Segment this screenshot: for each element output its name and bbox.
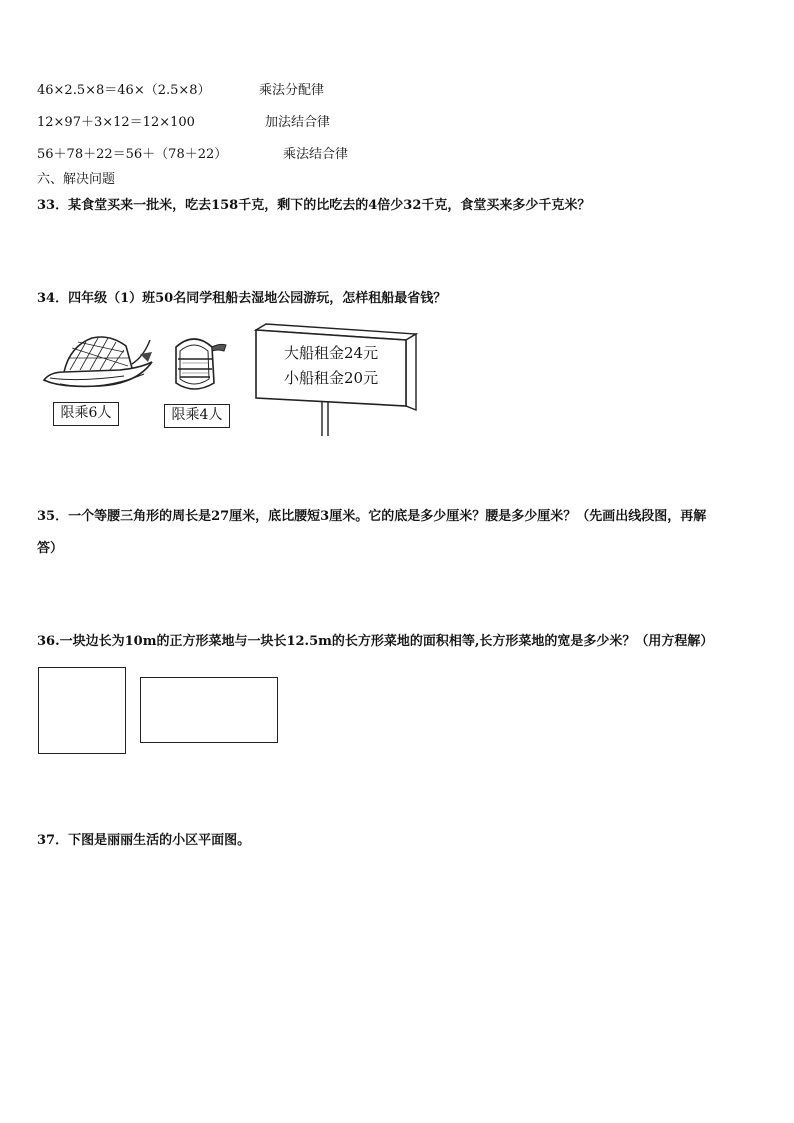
rectangle-plot-diagram [140, 677, 278, 743]
question-35-line-1: 35．一个等腰三角形的周长是27厘米，底比腰短3厘米。它的底是多少厘米？腰是多少厘米？（先画出线段图，再解 [37, 509, 707, 524]
law-expression-2: 12×97＋3×12＝12×100 [37, 115, 195, 130]
question-34: 34．四年级（1）班50名同学租船去湿地公园游玩，怎样租船最省钱？ [37, 291, 447, 306]
law-name-2: 加法结合律 [265, 115, 331, 130]
law-expression-1: 46×2.5×8＝46×（2.5×8） [37, 83, 211, 98]
question-33: 33．某食堂买来一批米，吃去158千克，剩下的比吃去的4倍少32千克，食堂买来多少千克米？ [37, 198, 591, 213]
sign-small-boat-price: 小船租金20元 [284, 369, 379, 387]
law-name-1: 乘法分配律 [259, 83, 325, 98]
big-boat-limit-label: 限乘6人 [53, 402, 119, 426]
small-boat-icon [168, 333, 230, 397]
small-boat-limit-label: 限乘4人 [164, 404, 230, 428]
square-plot-diagram [38, 667, 126, 754]
question-35-line-2: 答） [37, 541, 64, 556]
section-title: 六、解决问题 [37, 172, 116, 187]
big-boat-icon [40, 328, 158, 394]
question-37: 37．下图是丽丽生活的小区平面图。 [37, 833, 251, 848]
law-expression-3: 56＋78＋22＝56＋（78＋22） [37, 147, 228, 162]
law-name-3: 乘法结合律 [283, 147, 349, 162]
sign-big-boat-price: 大船租金24元 [284, 344, 379, 362]
question-36: 36.一块边长为10m的正方形菜地与一块长12.5m的长方形菜地的面积相等,长方形菜地的宽是多少米？（用方程解） [37, 634, 714, 649]
